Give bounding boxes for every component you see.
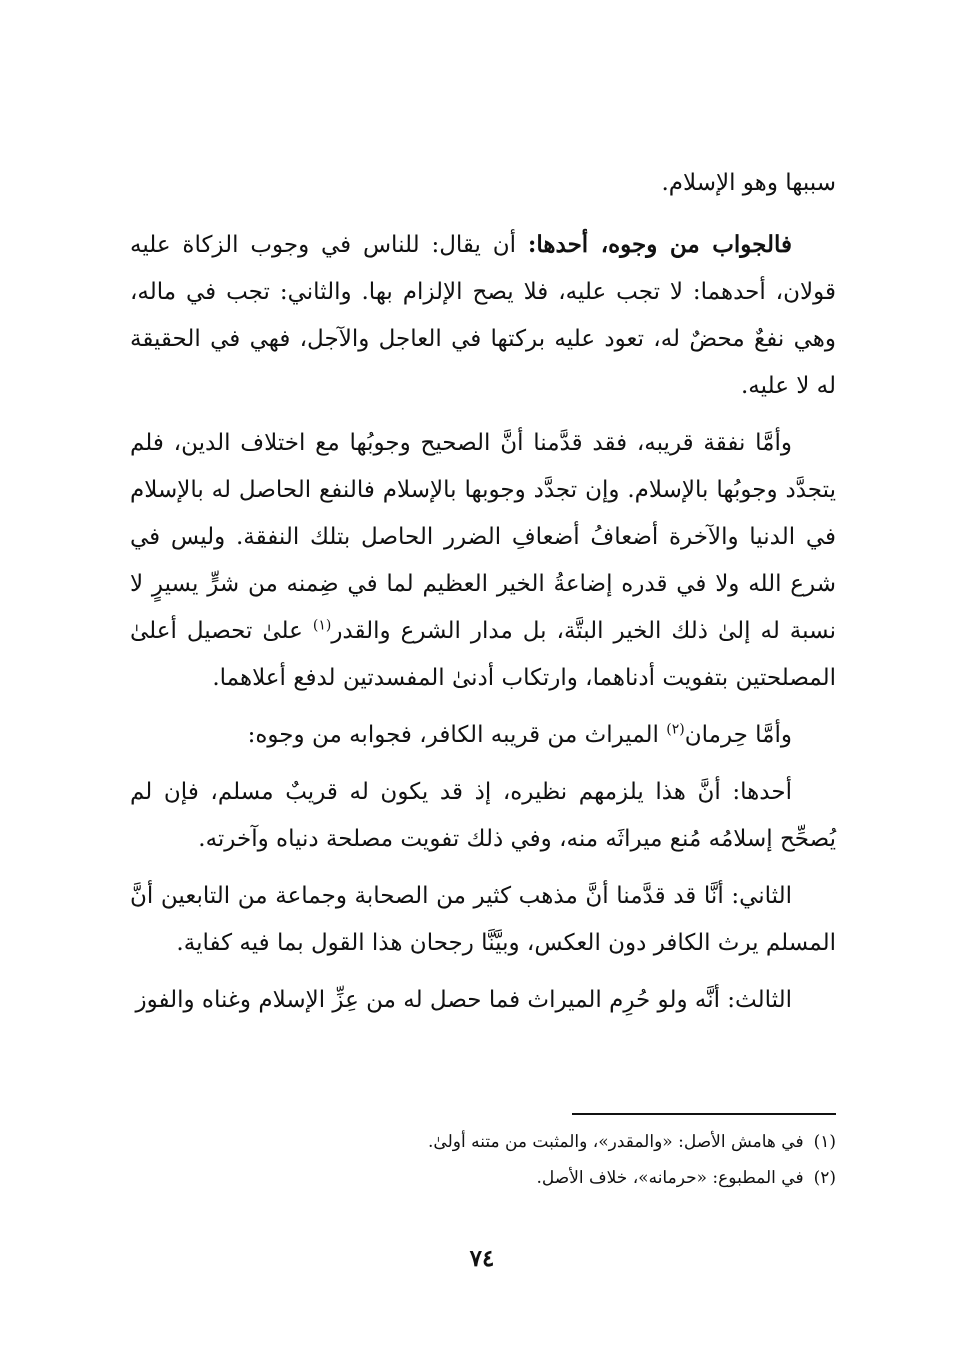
paragraph-2-text-b: علىٰ تحصيل أعلىٰ المصلحتين بتفويت أدناهما، وارتكاب أدنىٰ المفسدتين لدفع أعلاهما.	[130, 618, 836, 691]
answer-lead: فالجواب من وجوه، أحدها:	[527, 231, 793, 258]
paragraph-1-text: أن يقال: للناس في وجوب الزكاة عليه قولان، أحدهما: لا تجب عليه، فلا يصح الإلزام بها. والثاني: تجب في ماله، وهي نفعٌ محضٌ له، تعود عليه بركتها في العاجل والآجل، فهي في الحقيقة له لا عليه.	[130, 232, 836, 399]
footnote-2-number: (٢)	[813, 1168, 836, 1188]
footnote-1	[130, 1124, 836, 1160]
paragraph-3-text-b: الميراث من قريبه الكافر، فجوابه من وجوه:	[247, 722, 667, 748]
paragraph-2-text-a: وأمَّا نفقة قريبه، فقد قدَّمنا أنَّ الصحيح وجوبُها مع اختلاف الدين، فلم يتجدَّد وجوبُها بالإسلام. وإن تجدَّد وجوبها بالإسلام فالنفع الحاصل له بالإسلام في الدنيا والآخرة أضعافُ أضعافِ الضرر الحاصل بتلك النفقة. وليس في شرع الله ولا في قدره إضاعةُ الخير العظيم لما في ضِمنه من شرٍّ يسيرٍ لا نسبة له إلىٰ ذلك الخير البتَّة، بل مدار الشرع والقدر	[130, 430, 836, 644]
paragraph-3	[130, 712, 836, 759]
paragraph-1	[130, 221, 836, 410]
page-number: ٧٤	[469, 1245, 495, 1272]
footnote-2-text: في المطبوع: «حرمانه»، خلاف الأصل.	[536, 1168, 804, 1188]
footnote-divider	[572, 1113, 836, 1115]
footnote-ref-2: (٢)	[666, 721, 685, 738]
page-body	[130, 160, 836, 1034]
footnote-2	[130, 1160, 836, 1196]
footnote-1-number: (١)	[813, 1132, 836, 1152]
paragraph-0: سببها وهو الإسلام.	[661, 170, 836, 196]
paragraph-5: الثاني: أنَّا قد قدَّمنا أنَّ مذهب كثير من الصحابة وجماعة من التابعين أنَّ المسلم يرث الكافر دون العكس، وبيَّنَّا رجحان هذا القول بما فيه كفاية.	[130, 883, 836, 956]
paragraph-3-text-a: وأمَّا حِرمان	[684, 722, 792, 748]
paragraph-2	[130, 420, 836, 702]
footnotes	[130, 1124, 836, 1196]
paragraph-4: أحدها: أنَّ هذا يلزمهم نظيره، إذ قد يكون له قريبٌ مسلم، فإن لم يُصحِّح إسلامُه مُنع ميراثَه منه، وفي ذلك تفويت مصلحة دنياه وآخرته.	[130, 779, 836, 852]
footnote-1-text: في هامش الأصل: «والمقدر»، والمثبت من متنه أولىٰ.	[428, 1132, 804, 1152]
paragraph-6: الثالث: أنَّه ولو حُرِم الميراث فما حصل له من عِزِّ الإسلام وغناه والفوز	[135, 987, 792, 1013]
footnote-ref-1: (١)	[312, 617, 332, 634]
